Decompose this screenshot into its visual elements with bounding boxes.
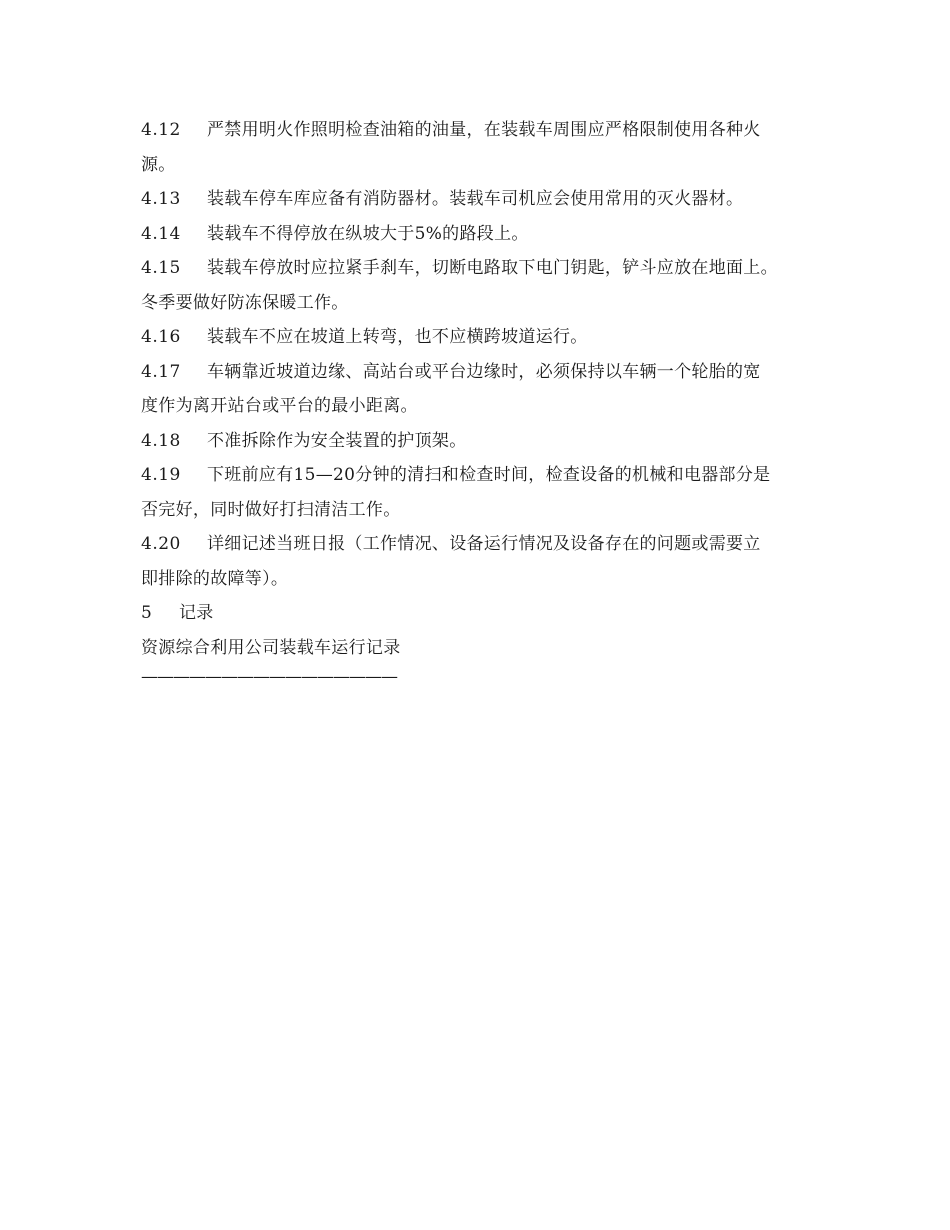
clause-text: 装载车停放时应拉紧手刹车，切断电路取下电门钥匙，铲斗应放在地面上。: [207, 258, 778, 278]
clause-number: 4.17: [141, 361, 181, 382]
clause-number: 4.18: [141, 430, 181, 451]
clause-text-cont: 度作为离开站台或平台的最小距离。: [141, 396, 418, 416]
clause-4-20: [141, 527, 831, 562]
clause-4-17-cont: [141, 389, 831, 424]
clause-4-12: [141, 113, 831, 148]
clause-text-cont: 即排除的故障等）。: [141, 568, 289, 589]
clause-number: 4.14: [141, 223, 181, 244]
clause-number: 4.15: [141, 258, 181, 278]
clause-text-cont: 源。: [141, 154, 176, 175]
clause-4-16: [141, 320, 831, 355]
clause-4-15: [141, 251, 831, 286]
clause-4-18: [141, 424, 831, 459]
clause-text: 装载车不应在坡道上转弯，也不应横跨坡道运行。: [207, 327, 588, 347]
clause-text: 车辆靠近坡道边缘、高站台或平台边缘时，必须保持以车辆一个轮胎的宽: [207, 361, 761, 382]
clause-number: 4.19: [141, 465, 181, 485]
clause-text: 严禁用明火作照明检查油箱的油量，在装载车周围应严格限制使用各种火: [207, 120, 761, 140]
clause-text: 详细记述当班日报（工作情况、设备运行情况及设备存在的问题或需要立: [207, 534, 761, 554]
record-line: 资源综合利用公司装载车运行记录: [141, 637, 401, 658]
clause-4-19-cont: [141, 493, 831, 528]
clause-4-12-cont: [141, 148, 831, 183]
clause-text: 装载车不得停放在纵坡大于5%的路段上。: [207, 223, 529, 244]
clause-number: 4.13: [141, 189, 181, 209]
clause-4-17: [141, 355, 831, 390]
clause-number: 4.12: [141, 120, 181, 140]
document-body: [141, 113, 831, 687]
clause-text: 不准拆除作为安全装置的护顶架。: [207, 430, 467, 451]
clause-4-15-cont: [141, 286, 831, 321]
clause-4-14: [141, 217, 831, 252]
clause-4-13: [141, 182, 831, 217]
clause-text: 装载车停车库应备有消防器材。装载车司机应会使用常用的灭火器材。: [207, 189, 744, 209]
clause-text: 下班前应有15—20分钟的清扫和检查时间，检查设备的机械和电器部分是: [207, 465, 771, 485]
clause-number: 4.20: [141, 534, 181, 554]
signature-rule: ————————————————: [141, 667, 397, 687]
clause-text-cont: 冬季要做好防冻保暖工作。: [141, 292, 349, 313]
section-heading: [141, 596, 831, 631]
clause-text-cont: 否完好，同时做好打扫清洁工作。: [141, 499, 401, 520]
clause-number: 4.16: [141, 327, 181, 347]
clause-4-19: [141, 458, 831, 493]
section-title: 记录: [179, 603, 214, 623]
clause-4-20-cont: [141, 562, 831, 597]
section-number: 5: [141, 603, 153, 623]
